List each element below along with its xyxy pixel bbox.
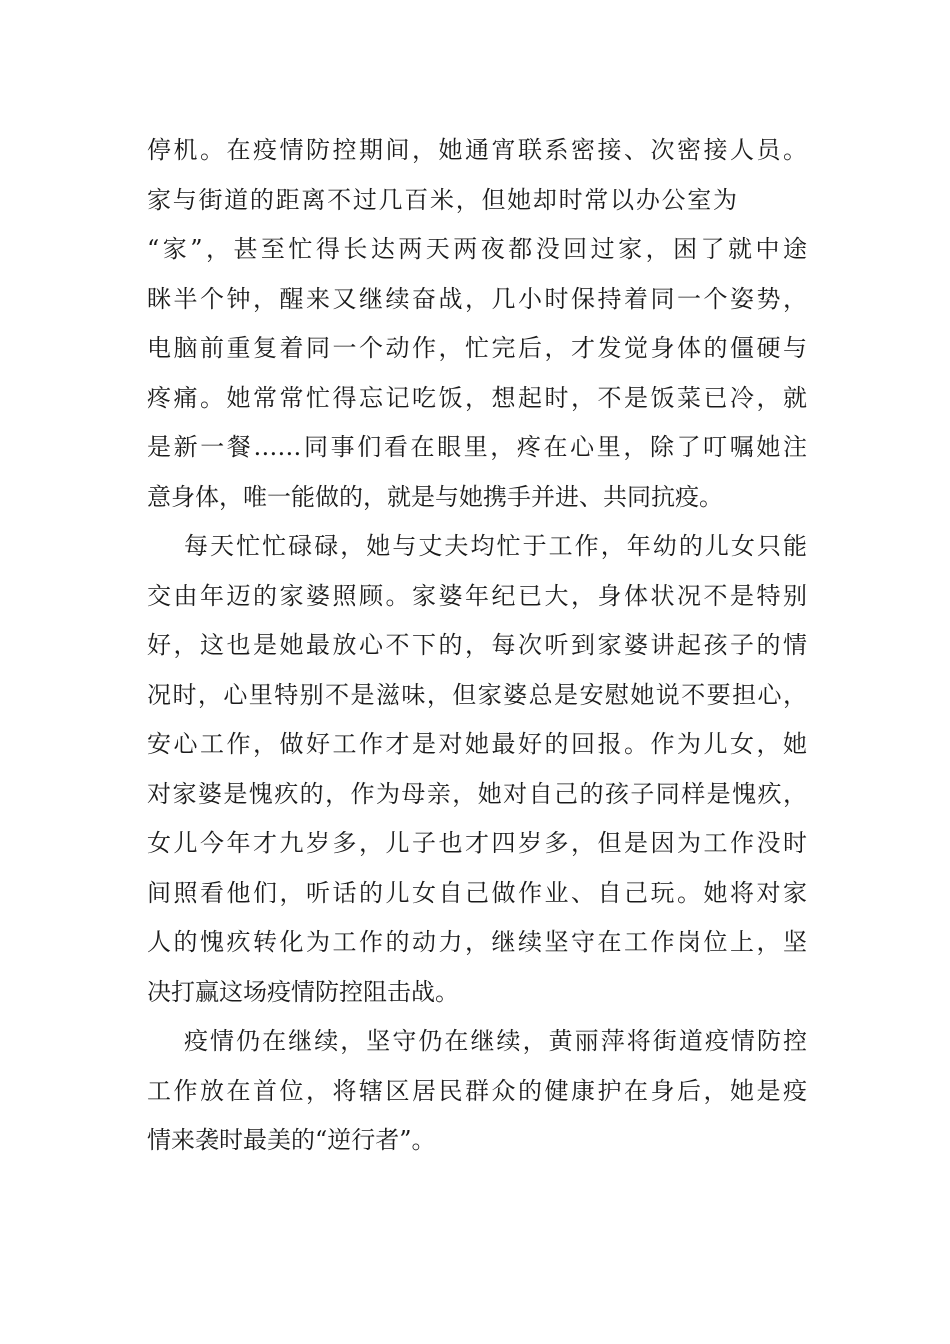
text-line: 家与街道的距离不过几百米，但她却时常以办公室为 [147, 185, 737, 214]
text-line: 停机。在疫情防控期间，她通宵联系密接、次密接人员。 [147, 136, 807, 164]
text-line: “家”，甚至忙得长达两天两夜都没回过家，困了就中途 [147, 235, 807, 263]
text-line: 间照看他们，听话的儿女自己做作业、自己玩。她将对家 [147, 878, 807, 907]
paragraph-1 [147, 126, 807, 522]
text-line: 人的愧疚转化为工作的动力，继续坚守在工作岗位上，坚 [147, 928, 807, 956]
paragraph-3 [147, 1017, 807, 1166]
text-line: 好，这也是她最放心不下的，每次听到家婆讲起孩子的情 [147, 631, 807, 659]
text-line: 交由年迈的家婆照顾。家婆年纪已大，身体状况不是特别 [147, 581, 807, 610]
text-line: 安心工作，做好工作才是对她最好的回报。作为儿女，她 [147, 730, 807, 758]
text-line: 每天忙忙碌碌，她与丈夫均忙于工作，年幼的儿女只能 [184, 532, 807, 560]
paragraph-2 [147, 522, 807, 1017]
text-line: 是新一餐……同事们看在眼里，疼在心里，除了叮嘱她注 [147, 433, 807, 461]
text-line: 女儿今年才九岁多，儿子也才四岁多，但是因为工作没时 [147, 829, 807, 857]
text-line: 疫情仍在继续，坚守仍在继续，黄丽萍将街道疫情防控 [184, 1027, 807, 1055]
text-line: 况时，心里特别不是滋味，但家婆总是安慰她说不要担心， [147, 680, 807, 709]
text-line: 情来袭时最美的“逆行者”。 [147, 1126, 436, 1154]
text-line: 意身体，唯一能做的，就是与她携手并进、共同抗疫。 [147, 482, 723, 511]
text-line: 工作放在首位，将辖区居民群众的健康护在身后，她是疫 [147, 1076, 807, 1105]
body-text [147, 126, 807, 1166]
text-line: 电脑前重复着同一个动作，忙完后，才发觉身体的僵硬与 [147, 334, 807, 362]
text-line: 决打赢这场疫情防控阻击战。 [147, 977, 459, 1006]
text-line: 疼痛。她常常忙得忘记吃饭，想起时，不是饭菜已冷，就 [147, 383, 807, 412]
text-line: 对家婆是愧疚的，作为母亲，她对自己的孩子同样是愧疚， [147, 779, 807, 808]
text-line: 眯半个钟，醒来又继续奋战，几小时保持着同一个姿势， [147, 284, 807, 313]
